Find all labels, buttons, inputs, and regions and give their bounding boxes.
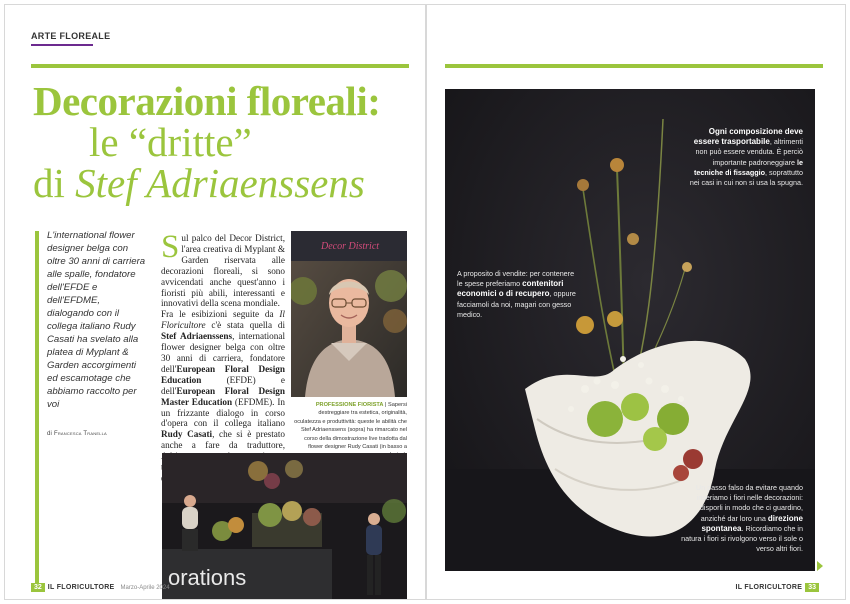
continue-arrow-icon bbox=[817, 561, 823, 571]
tip-direction bbox=[681, 483, 803, 554]
tip-bot-text: Un passo falso da evitare quando inseriamo i fiori nelle decorazioni: disporli in modo che ci guardino, anziché dar loro una bbox=[695, 483, 803, 523]
dropcap: S bbox=[161, 229, 180, 265]
tip-bot-text2: . Ricordiamo che in natura i fiori si rivolgono verso il sole o verso altri fiori. bbox=[681, 523, 803, 554]
p1-text: ul palco del Decor District, l'area creativa di Myplant & Garden riservata alle decorazioni floreali, si sono avvicendati anche quest'anno i fioristi più abili, interessanti e innovativi della scena mondiale. bbox=[161, 233, 285, 309]
section-underline bbox=[31, 44, 93, 46]
intro-accent-bar bbox=[35, 231, 39, 583]
stage-banner-text: orations bbox=[168, 565, 247, 590]
p2d: (EFDE) e dell' bbox=[161, 374, 285, 396]
footer-right bbox=[735, 583, 819, 592]
article-body bbox=[161, 229, 286, 484]
tip-transportable bbox=[683, 127, 803, 188]
decor-district-sign: Decor District bbox=[321, 241, 380, 252]
tip-top-text2: , soprattutto nei casi in cui non si usa la spugna. bbox=[689, 167, 803, 188]
p2a: Fra le esibizioni seguite da bbox=[161, 309, 280, 320]
p2e: (EFDME). In un frizzante dialogo in corso d'opera con il collega italiano bbox=[161, 396, 285, 429]
p2-rudy: Rudy Casati bbox=[161, 429, 213, 440]
stage-photo bbox=[162, 453, 407, 600]
right-page bbox=[426, 4, 846, 600]
tip-containers bbox=[457, 269, 577, 320]
p2-efdme: European Floral Design Master Education bbox=[161, 385, 285, 407]
portrait-illustration bbox=[291, 231, 407, 397]
byline-prefix: di bbox=[47, 431, 53, 437]
p2-magazine: Il Floricultore bbox=[161, 309, 285, 331]
magazine-name-right: IL FLORICULTORE bbox=[735, 584, 803, 591]
floral-arrangement-photo bbox=[445, 89, 815, 571]
title-line-1: Decorazioni floreali: bbox=[33, 78, 381, 124]
tip-top-text: , altrimenti non può essere venduta. È perciò importante padroneggiare bbox=[695, 137, 803, 167]
p2-efde: European Floral Design Education bbox=[161, 363, 285, 385]
p2c: , international flower designer belga con oltre 30 anni di carriera, fondatore dell' bbox=[161, 331, 286, 374]
portrait-photo bbox=[291, 231, 407, 397]
article-intro: L'international flower designer belga con oltre 30 anni di carriera alle spalle, fondatore dell'EFDE e dell'EFDME, dialogando con il collega italiano Rudy Casati ha svelato alla platea di Myplant & Garden accorgimenti ed escamotage che abbiamo raccolto per voi bbox=[47, 230, 146, 410]
issue-date: Marzo-Aprile 2024 bbox=[120, 585, 170, 591]
magazine-name-left: IL FLORICULTORE bbox=[47, 584, 115, 591]
footer-left bbox=[31, 583, 170, 592]
tip-mid-bold: contenitori economici o di recupero bbox=[457, 279, 564, 299]
page-number-left: 32 bbox=[31, 583, 45, 592]
tip-bot-bold: direzione spontanea bbox=[701, 513, 803, 533]
caption-title: PROFESSIONE FIORISTA bbox=[315, 402, 384, 408]
p2b: c'è stata quella di bbox=[205, 320, 285, 331]
byline-author: Francesca Tranella bbox=[53, 431, 107, 437]
title-name: Stef Adriaenssens bbox=[75, 160, 365, 206]
body-paragraph-1 bbox=[161, 229, 285, 309]
p2-name: Stef Adriaenssens bbox=[161, 331, 233, 342]
header-green-bar bbox=[31, 64, 409, 68]
left-page bbox=[4, 4, 426, 600]
tip-mid-text: A proposito di vendite: per contenere le spese preferiamo bbox=[457, 269, 575, 289]
header-green-bar-right bbox=[445, 64, 823, 68]
tip-top-bold2: le tecniche di fissaggio bbox=[693, 157, 803, 177]
photo-caption bbox=[291, 401, 407, 460]
caption-text: Sapersi destreggiare tra estetica, originalità, oculatezza e produttività: queste le abilità che Stef Adriaenssens (sopra) ha rimarcato nel corso della dimostrazione live tradotta dal flower designer Rudy Casati (in basso a bbox=[294, 402, 407, 451]
title-di: di bbox=[33, 160, 76, 206]
article-title bbox=[33, 78, 413, 206]
section-label: ARTE FLOREALE bbox=[31, 31, 111, 41]
stage-illustration bbox=[162, 453, 407, 600]
tip-mid-text2: , oppure facciamoli da noi, magari con gesso medico. bbox=[457, 289, 576, 319]
caption-separator: | bbox=[383, 402, 389, 408]
title-line-3 bbox=[33, 160, 413, 206]
byline bbox=[47, 431, 107, 437]
title-line-2: le “dritte” bbox=[89, 119, 252, 165]
p2f: , che si è prestato anche a fare da traduttore, bbox=[161, 429, 285, 451]
tip-top-bold: Ogni composizione deve essere trasportabile bbox=[693, 127, 803, 147]
page-number-right: 33 bbox=[805, 583, 819, 592]
